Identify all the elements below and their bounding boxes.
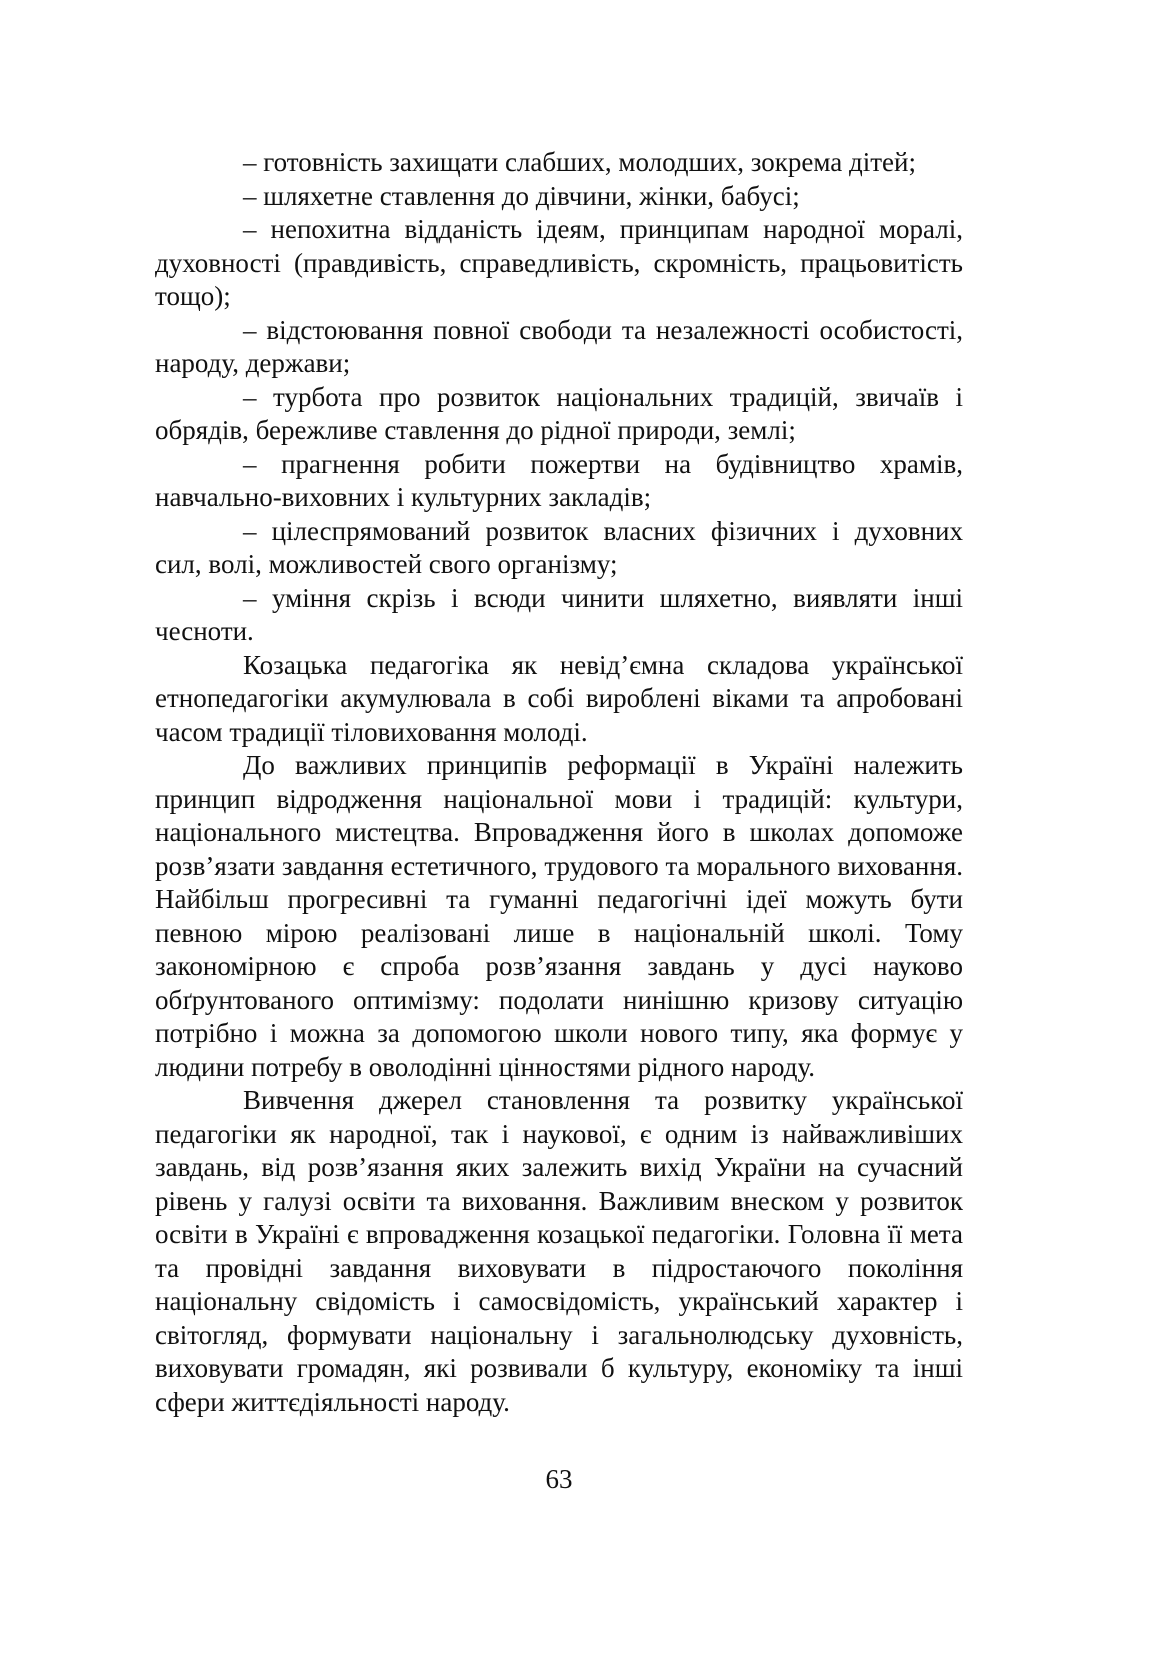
list-item: – готовність захищати слабших, молодших, зокрема дітей; xyxy=(243,147,916,177)
list-item: – прагнення робити пожертви на будівництво храмів, навчально-виховних і культурних закладів; xyxy=(155,448,963,512)
list-item: – цілеспрямований розвиток власних фізичних і духовних сил, волі, можливостей свого організму; xyxy=(155,515,963,579)
list-item: – відстоювання повної свободи та незалежності особистості, народу, держави; xyxy=(155,314,963,378)
list-item: – уміння скрізь і всюди чинити шляхетно, виявляти інші чесноти. xyxy=(155,582,963,646)
list-item: – непохитна відданість ідеям, принципам народної моралі, духовності (правдивість, справедливість, скромність, працьовитість тощо); xyxy=(155,214,963,311)
paragraph: Вивчення джерел становлення та розвитку української педагогіки як народної, так і наукової, є одним із найважливіших завдань, від розв’язання яких залежить вихід України на сучасний рівень у галузі освіти та виховання. Важливим внеском у розвиток освіти в Україні є впровадження козацької педагогіки. Головна її мета та провідні завдання виховувати в підростаючого покоління національну свідомість і самосвідомість, український характер і світогляд, формувати національну і загальнолюдську духовність, виховувати громадян, які розвивали б культуру, економіку та інші сфери життєдіяльності народу. xyxy=(155,1085,963,1417)
page-body xyxy=(155,146,963,1497)
paragraph: Козацька педагогіка як невід’ємна складова української етнопедагогіки акумулювала в собі вироблені віками та апробовані часом традиції тіловиховання молоді. xyxy=(155,649,963,747)
list-item: – турбота про розвиток національних традицій, звичаїв і обрядів, бережливе ставлення до рідної природи, землі; xyxy=(155,381,963,445)
paragraph: До важливих принципів реформації в Україні належить принцип відродження національної мови і традицій: культури, національного мистецтва. Впровадження його в школах допоможе розв’язати завдання естетичного, трудового та морального виховання. Найбільш прогресивні та гуманні педагогічні ідеї можуть бути певною мірою реалізовані лише в національній школі. Тому закономірною є спроба розв’язання завдань у дусі науково обґрунтованого оптимізму: подолати нинішню кризову ситуацію потрібно і можна за допомогою школи нового типу, яка формує у людини потребу в оволодінні цінностями рідного народу. xyxy=(155,750,963,1082)
page-number: 63 xyxy=(545,1464,573,1494)
list-item: – шляхетне ставлення до дівчини, жінки, бабусі; xyxy=(243,180,800,211)
